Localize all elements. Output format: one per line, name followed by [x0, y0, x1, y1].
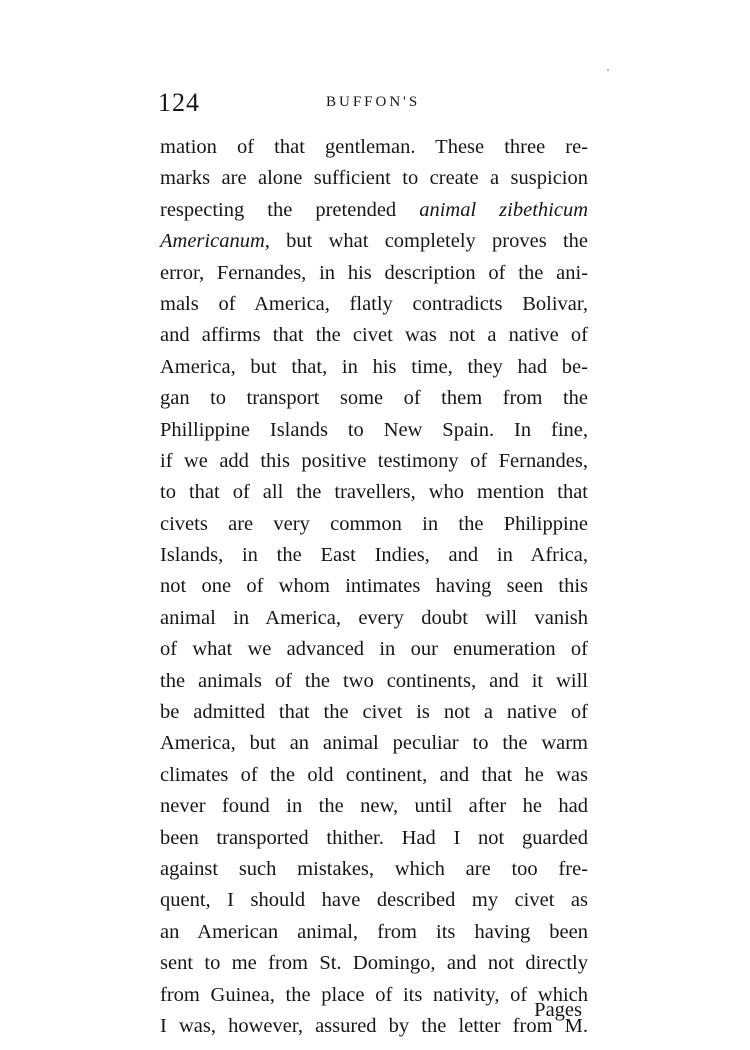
- text-line: an American animal, from its having been: [160, 920, 588, 943]
- text-line: mation of that gentleman. These three re-: [160, 136, 588, 158]
- text-line: America, but an animal peculiar to the warm: [160, 732, 588, 755]
- page-header: [158, 88, 588, 128]
- text-line: [160, 195, 588, 226]
- catchword: Pages: [534, 999, 582, 1021]
- text-line: Islands, in the East Indies, and in Africa,: [160, 544, 588, 567]
- text-line: Phillippine Islands to New Spain. In fine,: [160, 418, 588, 441]
- text-segment: but what completely proves the: [269, 230, 588, 253]
- text-line: quent, I should have described my civet as: [160, 889, 588, 912]
- text-line: animal in America, every doubt will vanish: [160, 606, 588, 629]
- text-line: mals of America, flatly contradicts Bolivar,: [160, 292, 588, 315]
- text-line: against such mistakes, which are too fre-: [160, 857, 588, 880]
- body-text: [160, 132, 588, 1042]
- text-line: America, but that, in his time, they had be-: [160, 355, 588, 378]
- text-segment: respecting the pretended: [160, 198, 397, 221]
- italic-phrase: Americanum,: [160, 230, 270, 253]
- text-line: I was, however, assured by the letter from M.: [160, 1014, 588, 1037]
- page-number: 124: [158, 88, 200, 117]
- text-line: from Guinea, the place of its nativity, of which: [160, 983, 588, 1006]
- text-line: not one of whom intimates having seen this: [160, 575, 588, 598]
- text-line: civets are very common in the Philippine: [160, 512, 588, 535]
- text-line: [160, 226, 588, 257]
- text-line: marks are alone sufficient to create a suspicion: [160, 167, 588, 190]
- paper-speck: [607, 69, 609, 71]
- text-line: climates of the old continent, and that he was: [160, 763, 588, 786]
- text-line: be admitted that the civet is not a native of: [160, 701, 588, 724]
- text-line: the animals of the two continents, and it will: [160, 669, 588, 692]
- text-line: error, Fernandes, in his description of the ani-: [160, 261, 588, 284]
- text-line: to that of all the travellers, who mention that: [160, 481, 588, 504]
- running-head: BUFFON'S: [326, 94, 421, 110]
- text-line: of what we advanced in our enumeration of: [160, 638, 588, 661]
- text-line: been transported thither. Had I not guarded: [160, 826, 588, 849]
- text-line: never found in the new, until after he had: [160, 795, 588, 818]
- text-line: gan to transport some of them from the: [160, 387, 588, 410]
- text-line: and affirms that the civet was not a native of: [160, 324, 588, 347]
- italic-phrase: animal zibethicum: [419, 198, 588, 221]
- text-line: sent to me from St. Domingo, and not directly: [160, 952, 588, 975]
- text-line: if we add this positive testimony of Fernandes,: [160, 449, 588, 472]
